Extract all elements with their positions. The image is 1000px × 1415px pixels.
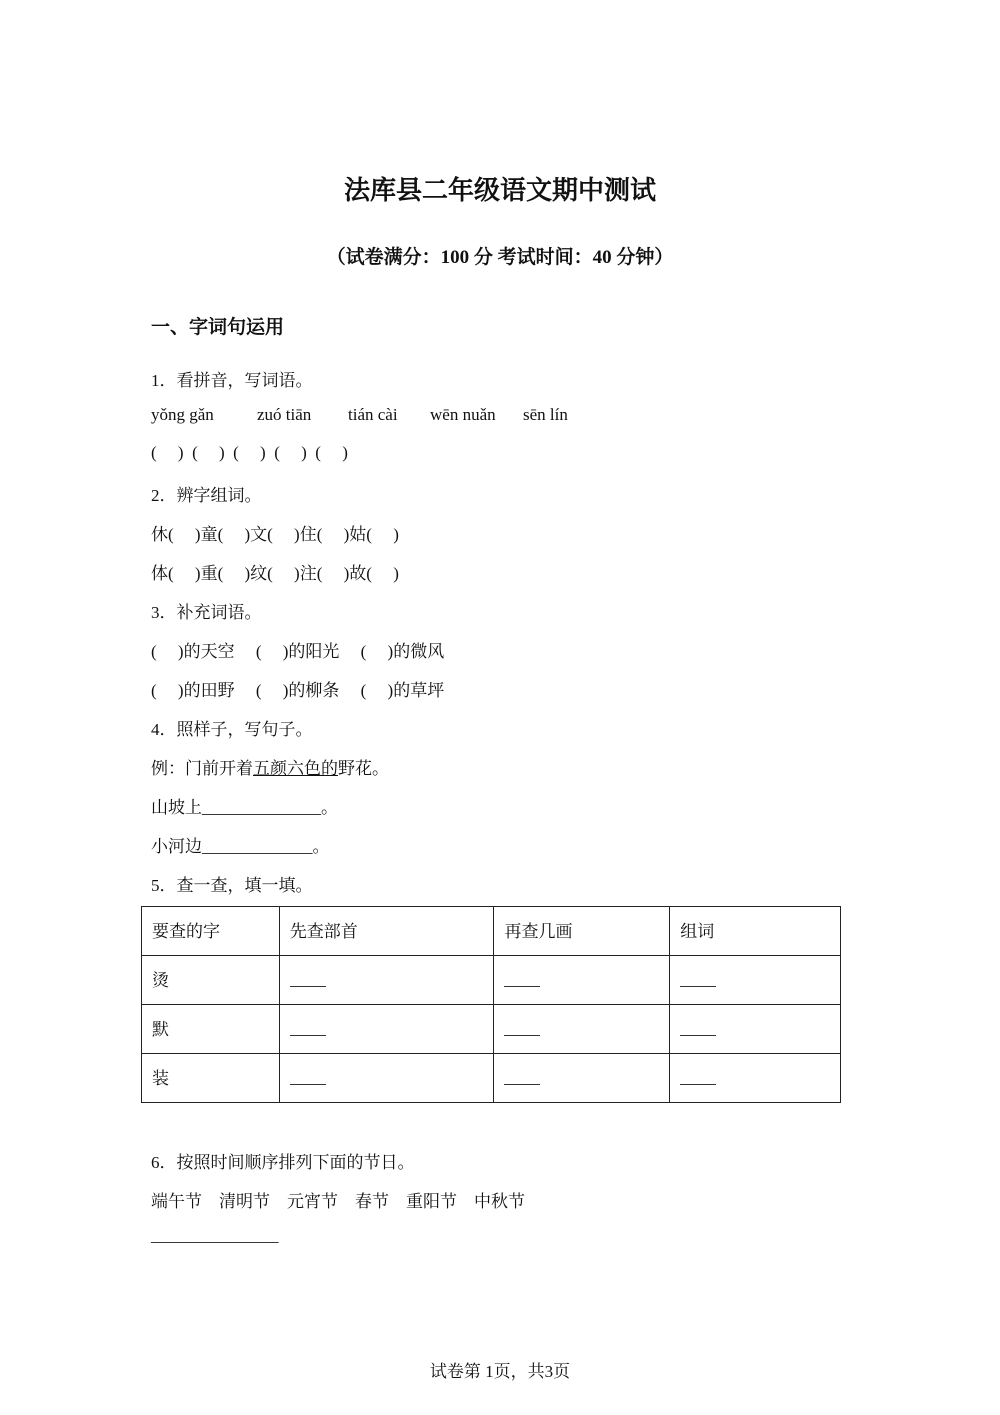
answer-blanks[interactable]: ( ) ( ) ( ) ( ) ( ) — [151, 443, 348, 462]
holiday-list: 端午节 清明节 元宵节 春节 重阳节 中秋节 — [151, 1192, 525, 1211]
answer-blank[interactable] — [504, 970, 540, 987]
exam-subtitle: （试卷满分：100 分 考试时间：40 分钟） — [326, 247, 674, 268]
answer-blank[interactable] — [290, 970, 326, 987]
section-heading: 一、字词句运用 — [151, 317, 285, 338]
dictionary-table — [141, 906, 841, 1103]
example-suffix: 野花。 — [338, 759, 389, 778]
blank-cell[interactable] — [670, 1054, 841, 1103]
answer-blank[interactable] — [290, 1019, 326, 1036]
page-footer: 试卷第 1页，共3页 — [429, 1362, 571, 1381]
question-4-prompt: 4．照样子，写句子。 — [151, 720, 313, 739]
example-sentence — [151, 754, 389, 779]
table-row — [142, 956, 841, 1005]
pinyin-item: zuó tiān — [257, 405, 312, 424]
table-header-row — [142, 907, 841, 956]
table-header-cell: 要查的字 — [142, 907, 280, 956]
blank-cell[interactable] — [494, 1005, 670, 1054]
word-group-row[interactable]: 休( )童( )文( )住( )姑( ) — [151, 525, 399, 544]
answer-blank[interactable] — [680, 1068, 716, 1085]
blank-cell[interactable] — [279, 1054, 494, 1103]
blank-cell[interactable] — [279, 956, 494, 1005]
question-2-prompt: 2．辨字组词。 — [151, 486, 262, 505]
pinyin-item: tián cài — [348, 405, 398, 424]
answer-blank[interactable] — [680, 970, 716, 987]
fill-words-row[interactable]: ( )的田野 ( )的柳条 ( )的草坪 — [151, 681, 445, 700]
answer-blank[interactable] — [504, 1068, 540, 1085]
pinyin-item: wēn nuǎn — [430, 405, 496, 424]
fill-words-row[interactable]: ( )的天空 ( )的阳光 ( )的微风 — [151, 642, 445, 661]
answer-blank[interactable] — [680, 1019, 716, 1036]
table-char-cell: 装 — [142, 1054, 280, 1103]
answer-blank[interactable] — [290, 1068, 326, 1085]
word-group-row[interactable]: 体( )重( )纹( )注( )故( ) — [151, 564, 399, 583]
blank-cell[interactable] — [494, 956, 670, 1005]
question-3-prompt: 3．补充词语。 — [151, 603, 262, 622]
table-header-cell: 再查几画 — [494, 907, 670, 956]
table-header-cell: 先查部首 — [279, 907, 494, 956]
question-6-prompt: 6．按照时间顺序排列下面的节日。 — [151, 1153, 415, 1172]
blank-cell[interactable] — [494, 1054, 670, 1103]
table-char-cell: 烫 — [142, 956, 280, 1005]
exam-title: 法库县二年级语文期中测试 — [343, 176, 656, 205]
pinyin-item: sēn lín — [523, 405, 568, 424]
table-row — [142, 1005, 841, 1054]
pinyin-row — [151, 405, 651, 427]
table-char-cell: 默 — [142, 1005, 280, 1054]
answer-line[interactable]: _______________ — [151, 1226, 279, 1245]
blank-cell[interactable] — [670, 956, 841, 1005]
example-underlined: 五颜六色的 — [253, 759, 338, 778]
answer-blank[interactable] — [504, 1019, 540, 1036]
pinyin-item: yǒng gǎn — [151, 405, 214, 424]
question-1-prompt: 1．看拼音，写词语。 — [151, 371, 313, 390]
sentence-line[interactable]: 山坡上______________。 — [151, 798, 338, 817]
blank-cell[interactable] — [279, 1005, 494, 1054]
question-5-prompt: 5．查一查，填一填。 — [151, 876, 313, 895]
example-prefix: 例：门前开着 — [151, 759, 253, 778]
table-row — [142, 1054, 841, 1103]
blank-cell[interactable] — [670, 1005, 841, 1054]
table-header-cell: 组词 — [670, 907, 841, 956]
sentence-line[interactable]: 小河边_____________。 — [151, 837, 330, 856]
